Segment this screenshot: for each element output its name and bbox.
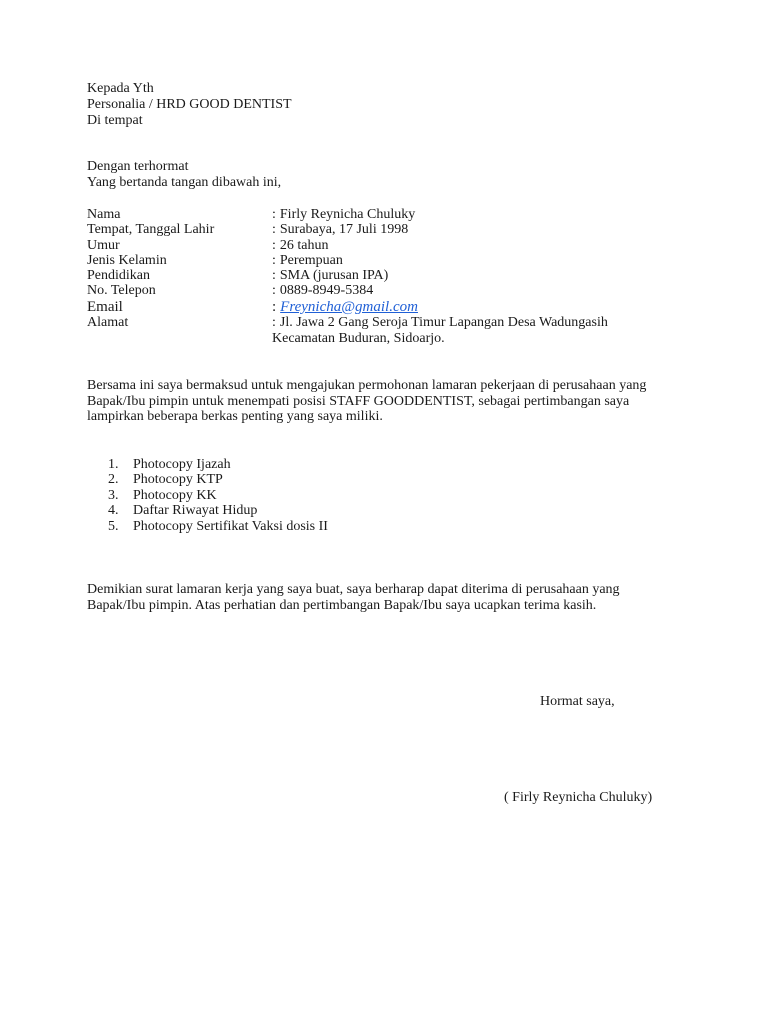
colon: : <box>272 315 276 331</box>
body-paragraph-2 <box>87 582 677 613</box>
addressee-line: Di tempat <box>87 113 143 128</box>
colon: : <box>272 268 276 284</box>
paragraph-line: Bapak/Ibu pimpin. Atas perhatian dan pertimbangan Bapak/Ibu saya ucapkan terima kasih. <box>87 597 597 613</box>
colon: : <box>272 237 276 253</box>
colon: : <box>272 252 276 268</box>
list-text: Daftar Riwayat Hidup <box>133 503 258 519</box>
detail-label: No. Telepon <box>87 283 156 299</box>
detail-label: Nama <box>87 207 121 222</box>
detail-label: Alamat <box>87 315 129 331</box>
paragraph-line: lampirkan beberapa berkas penting yang saya miliki. <box>87 409 383 424</box>
list-number: 1. <box>108 457 119 472</box>
addressee-line: Personalia / HRD GOOD DENTIST <box>87 97 292 112</box>
colon: : <box>272 222 276 238</box>
detail-value: Surabaya, 17 Juli 1998 <box>279 222 409 238</box>
list-text: Photocopy Ijazah <box>133 457 231 472</box>
colon: : <box>272 283 276 299</box>
list-text: Photocopy KTP <box>133 472 223 488</box>
list-text: Photocopy KK <box>133 487 217 503</box>
paragraph-line: Bapak/Ibu pimpin untuk menempati posisi STAFF GOODDENTIST, sebagai pertimbangan saya <box>87 393 630 409</box>
detail-value: Perempuan <box>279 252 343 268</box>
address-continuation: Kecamatan Buduran, Sidoarjo. <box>272 330 445 346</box>
body-paragraph-1 <box>87 378 677 425</box>
salutation: Dengan terhormat <box>87 159 189 174</box>
addressee-block <box>87 81 292 129</box>
detail-label: Umur <box>87 237 120 253</box>
detail-value: Firly Reynicha Chuluky <box>279 207 416 222</box>
detail-label: Jenis Kelamin <box>87 252 167 268</box>
colon: : <box>272 207 276 222</box>
detail-label: Tempat, Tanggal Lahir <box>87 222 215 238</box>
list-number: 4. <box>108 503 119 519</box>
detail-value: SMA (jurusan IPA) <box>279 268 389 284</box>
list-number: 3. <box>108 487 119 503</box>
detail-label: Email <box>87 298 123 315</box>
closing-text: Hormat saya, <box>540 694 615 709</box>
email-link[interactable]: Freynicha@gmail.com <box>280 298 418 315</box>
list-number: 5. <box>108 518 119 534</box>
paragraph-line: Demikian surat lamaran kerja yang saya buat, saya berharap dapat diterima di perusahaan yang <box>87 582 620 597</box>
intro-line: Yang bertanda tangan dibawah ini, <box>87 175 282 190</box>
colon: : <box>272 298 277 315</box>
detail-value: 0889-8949-5384 <box>279 283 374 299</box>
paragraph-line: Bersama ini saya bermaksud untuk mengajukan permohonan lamaran pekerjaan di perusahaan yang <box>87 378 647 393</box>
signature-name: ( Firly Reynicha Chuluky) <box>504 790 653 805</box>
detail-value: Jl. Jawa 2 Gang Seroja Timur Lapangan Desa Wadungasih <box>279 315 608 331</box>
list-number: 2. <box>108 472 119 488</box>
detail-value: 26 tahun <box>279 237 329 253</box>
greeting-block <box>87 159 281 191</box>
detail-label: Pendidikan <box>87 268 150 284</box>
list-text: Photocopy Sertifikat Vaksi dosis II <box>133 518 328 534</box>
addressee-line: Kepada Yth <box>87 81 154 96</box>
